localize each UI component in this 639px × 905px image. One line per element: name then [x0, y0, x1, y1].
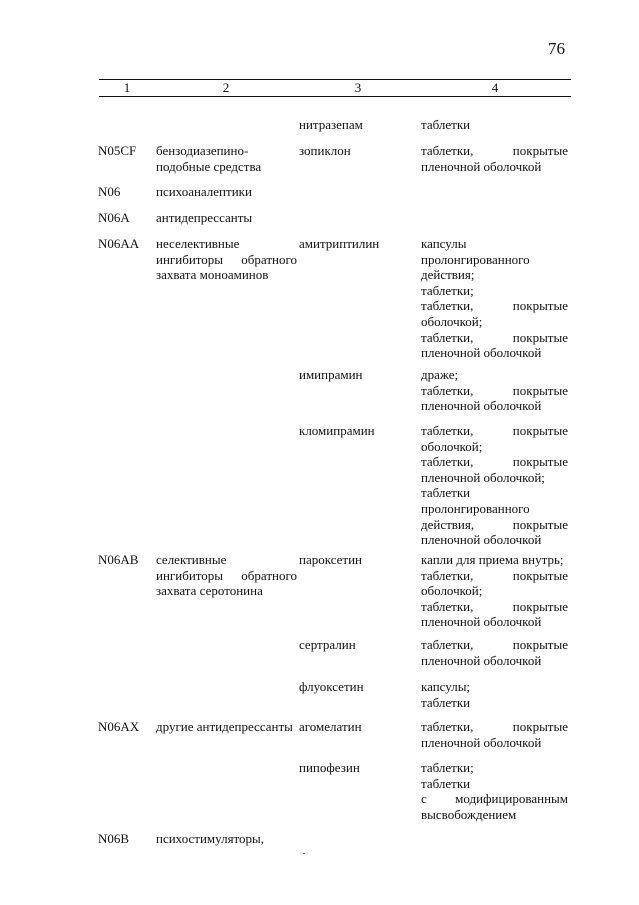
- dosage-forms-word: действия,: [421, 516, 475, 532]
- drug-name-cell: [299, 143, 417, 159]
- drug-name-cell: [299, 552, 417, 568]
- dosage-forms-word: таблетки,: [421, 567, 474, 583]
- dosage-forms-word: таблетки,: [421, 598, 474, 614]
- dosage-forms-line: таблетки: [421, 117, 471, 132]
- dosage-forms-word: покрытые: [512, 143, 568, 158]
- dosage-forms-line: пленочной оболочкой: [421, 398, 542, 414]
- dosage-forms-word: покрытые: [512, 719, 568, 734]
- drug-name-cell: [299, 367, 417, 383]
- dosage-forms-word: покрытые: [512, 516, 568, 532]
- atc-code-line: N06AA: [98, 236, 140, 251]
- anatomical-group-line: другие антидепрессанты: [156, 719, 293, 734]
- dosage-forms-cell: [421, 236, 568, 361]
- anatomical-group-line: захвата серотонина: [156, 583, 263, 599]
- dosage-forms-word: таблетки,: [421, 423, 474, 438]
- drug-name-line: нитразепам: [299, 117, 363, 132]
- anatomical-group-word: обратного: [241, 567, 297, 583]
- column-header-2: 2: [222, 80, 230, 95]
- dosage-forms-cell: [421, 143, 568, 174]
- drug-name-line: флуоксетин: [299, 679, 364, 694]
- atc-code-cell: [98, 719, 154, 735]
- drug-name-line: агомелатин: [299, 719, 362, 734]
- dosage-forms-word: таблетки,: [421, 637, 474, 652]
- dosage-forms-word: с: [421, 791, 427, 807]
- dosage-forms-word: таблетки,: [421, 329, 474, 345]
- dosage-forms-word: покрытые: [512, 598, 568, 614]
- anatomical-group-line: [156, 568, 297, 584]
- anatomical-group-line: захвата моноаминов: [156, 267, 269, 283]
- drug-name-cell: [299, 679, 417, 695]
- dosage-forms-line: пленочной оболочкой: [421, 614, 542, 630]
- dosage-forms-cell: [421, 367, 568, 414]
- dosage-forms-line: таблетки;: [421, 282, 474, 298]
- dosage-forms-line: [421, 298, 568, 314]
- atc-code-cell: [98, 552, 154, 568]
- anatomical-group-cell: [156, 210, 297, 226]
- dosage-forms-line: [421, 719, 568, 735]
- dosage-forms-word: покрытые: [512, 567, 568, 583]
- table-header-bottom-rule: [99, 96, 571, 97]
- atc-code-cell: [98, 831, 154, 847]
- dosage-forms-line: [421, 517, 568, 533]
- anatomical-group-line: [156, 252, 297, 268]
- drug-name-cell: [299, 117, 417, 133]
- drug-name-cell: [299, 637, 417, 653]
- dosage-forms-line: таблетки: [421, 485, 471, 501]
- dosage-forms-line: пленочной оболочкой;: [421, 469, 545, 485]
- anatomical-group-word: ингибиторы: [156, 567, 224, 583]
- drug-name-line: пароксетин: [299, 552, 363, 567]
- atc-code-cell: [98, 236, 154, 252]
- dosage-forms-line: действия;: [421, 267, 475, 283]
- dosage-forms-word: покрытые: [512, 637, 568, 652]
- drug-name-cell: [299, 236, 417, 252]
- atc-code-cell: [98, 143, 154, 159]
- dosage-forms-line: [421, 791, 568, 807]
- anatomical-group-word: ингибиторы: [156, 251, 224, 267]
- dosage-forms-cell: [421, 719, 568, 750]
- atc-code-line: N06A: [98, 210, 130, 225]
- atc-code-cell: [98, 210, 154, 226]
- dosage-forms-word: таблетки,: [421, 298, 474, 314]
- column-header-4: 4: [491, 80, 499, 95]
- dosage-forms-line: [421, 423, 568, 439]
- dosage-forms-cell: [421, 117, 568, 133]
- anatomical-group-word: обратного: [241, 251, 297, 267]
- dosage-forms-line: [421, 637, 568, 653]
- dosage-forms-cell: [421, 637, 568, 668]
- dosage-forms-line: [421, 143, 568, 159]
- dosage-forms-line: пленочной оболочкой: [421, 158, 542, 174]
- dosage-forms-line: таблетки;: [421, 760, 474, 775]
- dosage-forms-line: пролонгированного: [421, 251, 530, 267]
- drug-name-cell: [299, 423, 417, 439]
- dosage-forms-line: пленочной оболочкой: [421, 652, 542, 668]
- dosage-forms-line: [421, 383, 568, 399]
- dosage-forms-cell: [421, 552, 568, 630]
- atc-code-line: N06: [98, 184, 121, 199]
- dosage-forms-word: модифицированным: [455, 791, 568, 807]
- column-header-1: 1: [123, 80, 131, 95]
- dosage-forms-line: драже;: [421, 367, 459, 382]
- anatomical-group-line: психоаналептики: [156, 184, 252, 199]
- dosage-forms-line: [421, 454, 568, 470]
- anatomical-group-cell: [156, 143, 297, 174]
- anatomical-group-line: селективные: [156, 552, 227, 567]
- anatomical-group-line: антидепрессанты: [156, 210, 253, 225]
- dosage-forms-word: покрытые: [512, 298, 568, 314]
- atc-code-line: N05CF: [98, 143, 137, 158]
- dosage-forms-line: капсулы;: [421, 679, 471, 694]
- scan-speck: [303, 853, 305, 854]
- dosage-forms-cell: [421, 760, 568, 822]
- column-header-3: 3: [354, 80, 362, 95]
- dosage-forms-word: таблетки,: [421, 454, 474, 470]
- anatomical-group-line: психостимуляторы,: [156, 831, 265, 846]
- drug-name-line: амитриптилин: [299, 236, 380, 251]
- drug-name-line: сертралин: [299, 637, 356, 652]
- drug-name-line: зопиклон: [299, 143, 351, 158]
- dosage-forms-line: оболочкой;: [421, 313, 483, 329]
- anatomical-group-cell: [156, 831, 297, 847]
- dosage-forms-cell: [421, 423, 568, 548]
- dosage-forms-word: покрытые: [512, 454, 568, 470]
- dosage-forms-line: таблетки: [421, 694, 471, 710]
- dosage-forms-line: капсулы: [421, 236, 467, 251]
- dosage-forms-line: пленочной оболочкой: [421, 734, 542, 750]
- drug-name-line: пипофезин: [299, 760, 360, 775]
- anatomical-group-cell: [156, 719, 297, 735]
- anatomical-group-cell: [156, 552, 297, 599]
- dosage-forms-line: пролонгированного: [421, 500, 530, 516]
- drug-name-cell: [299, 760, 417, 776]
- dosage-forms-line: оболочкой;: [421, 583, 483, 599]
- anatomical-group-cell: [156, 184, 297, 200]
- dosage-forms-line: [421, 599, 568, 615]
- page-number: 76: [548, 39, 565, 58]
- dosage-forms-line: [421, 568, 568, 584]
- dosage-forms-line: таблетки: [421, 775, 471, 791]
- dosage-forms-word: покрытые: [512, 329, 568, 345]
- dosage-forms-line: пленочной оболочкой: [421, 345, 542, 361]
- drug-name-cell: [299, 719, 417, 735]
- dosage-forms-word: таблетки,: [421, 719, 474, 734]
- anatomical-group-line: подобные средства: [156, 158, 262, 174]
- atc-code-line: N06B: [98, 831, 130, 846]
- atc-code-line: N06AB: [98, 552, 139, 567]
- anatomical-group-line: неселективные: [156, 236, 240, 251]
- dosage-forms-word: покрытые: [512, 382, 568, 398]
- dosage-forms-line: пленочной оболочкой: [421, 532, 542, 548]
- dosage-forms-line: оболочкой;: [421, 438, 483, 454]
- dosage-forms-word: таблетки,: [421, 382, 474, 398]
- dosage-forms-line: [421, 330, 568, 346]
- dosage-forms-word: таблетки,: [421, 143, 474, 158]
- dosage-forms-line: капли для приема внутрь;: [421, 552, 564, 567]
- drug-name-line: имипрамин: [299, 367, 363, 382]
- atc-code-line: N06AX: [98, 719, 140, 734]
- dosage-forms-cell: [421, 679, 568, 710]
- dosage-forms-word: покрытые: [512, 423, 568, 438]
- atc-code-cell: [98, 184, 154, 200]
- anatomical-group-line: бензодиазепино-: [156, 143, 249, 158]
- dosage-forms-line: высвобождением: [421, 806, 517, 822]
- drug-name-line: кломипрамин: [299, 423, 375, 438]
- anatomical-group-cell: [156, 236, 297, 283]
